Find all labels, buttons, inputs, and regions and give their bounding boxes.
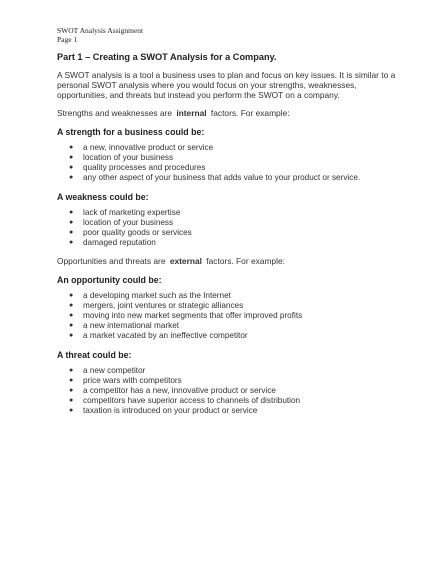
bullet-icon: ●	[69, 144, 74, 151]
list-item: ● a new international market	[69, 321, 180, 330]
list-item: ● a competitor has a new, innovative product or service	[69, 386, 276, 395]
bullet-icon: ●	[69, 229, 74, 236]
list-item: ● quality processes and procedures	[69, 163, 206, 172]
internal-line-prefix: Strengths and weaknesses are	[57, 108, 172, 118]
header-doc-title: SWOT Analysis Assignment	[57, 26, 144, 35]
running-header	[57, 26, 397, 44]
internal-keyword: internal	[176, 108, 207, 118]
external-line-suffix: factors. For example:	[206, 256, 285, 266]
threat-heading: A threat could be:	[57, 350, 132, 360]
opportunity-list	[57, 291, 397, 341]
bullet-icon: ●	[69, 322, 74, 329]
intro-paragraph: A SWOT analysis is a tool a business uses to plan and focus on key issues. It is similar to a personal SWOT analysis where you would focus on your strengths, weaknesses, opportunities, and threats but instead you perform the SWOT on a company.	[57, 70, 396, 100]
external-keyword: external	[169, 256, 202, 266]
list-item: ● lack of marketing expertise	[69, 208, 181, 217]
list-item: ● damaged reputation	[69, 238, 156, 247]
external-line-prefix: Opportunities and threats are	[57, 256, 166, 266]
list-item: ● a new competitor	[69, 366, 146, 375]
list-item: ● a new, innovative product or service	[69, 143, 214, 152]
bullet-icon: ●	[69, 164, 74, 171]
list-item: ● poor quality goods or services	[69, 228, 192, 237]
bullet-icon: ●	[69, 174, 74, 181]
list-item: ● location of your business	[69, 153, 174, 162]
list-item: ● taxation is introduced on your product or service	[69, 406, 258, 415]
bullet-icon: ●	[69, 154, 74, 161]
external-factors-line	[57, 256, 397, 266]
list-item: ● a market vacated by an ineffective competitor	[69, 331, 248, 340]
bullet-icon: ●	[69, 312, 74, 319]
opportunity-heading: An opportunity could be:	[57, 275, 162, 285]
bullet-icon: ●	[69, 377, 74, 384]
bullet-icon: ●	[69, 302, 74, 309]
bullet-icon: ●	[69, 397, 74, 404]
header-page-number: Page 1	[57, 35, 78, 44]
internal-factors-line	[57, 108, 397, 118]
threat-list	[57, 366, 397, 416]
list-item: ● competitors have superior access to channels of distribution	[69, 396, 301, 405]
bullet-icon: ●	[69, 239, 74, 246]
bullet-icon: ●	[69, 367, 74, 374]
part-title: Part 1 – Creating a SWOT Analysis for a Company.	[57, 52, 277, 62]
bullet-icon: ●	[69, 219, 74, 226]
list-item: ● a developing market such as the Internet	[69, 291, 231, 300]
list-item: ● price wars with competitors	[69, 376, 182, 385]
list-item: ● mergers, joint ventures or strategic alliances	[69, 301, 244, 310]
bullet-icon: ●	[69, 292, 74, 299]
list-item: ● location of your business	[69, 218, 174, 227]
weakness-heading: A weakness could be:	[57, 192, 149, 202]
weakness-list	[57, 208, 397, 248]
bullet-icon: ●	[69, 407, 74, 414]
strength-list	[57, 143, 397, 183]
list-item: ● moving into new market segments that offer improved profits	[69, 311, 303, 320]
bullet-icon: ●	[69, 209, 74, 216]
list-item: ● any other aspect of your business that adds value to your product or service.	[69, 173, 361, 182]
bullet-icon: ●	[69, 332, 74, 339]
document-page	[57, 26, 397, 416]
strength-heading: A strength for a business could be:	[57, 127, 205, 137]
bullet-icon: ●	[69, 387, 74, 394]
internal-line-suffix: factors. For example:	[210, 108, 290, 118]
